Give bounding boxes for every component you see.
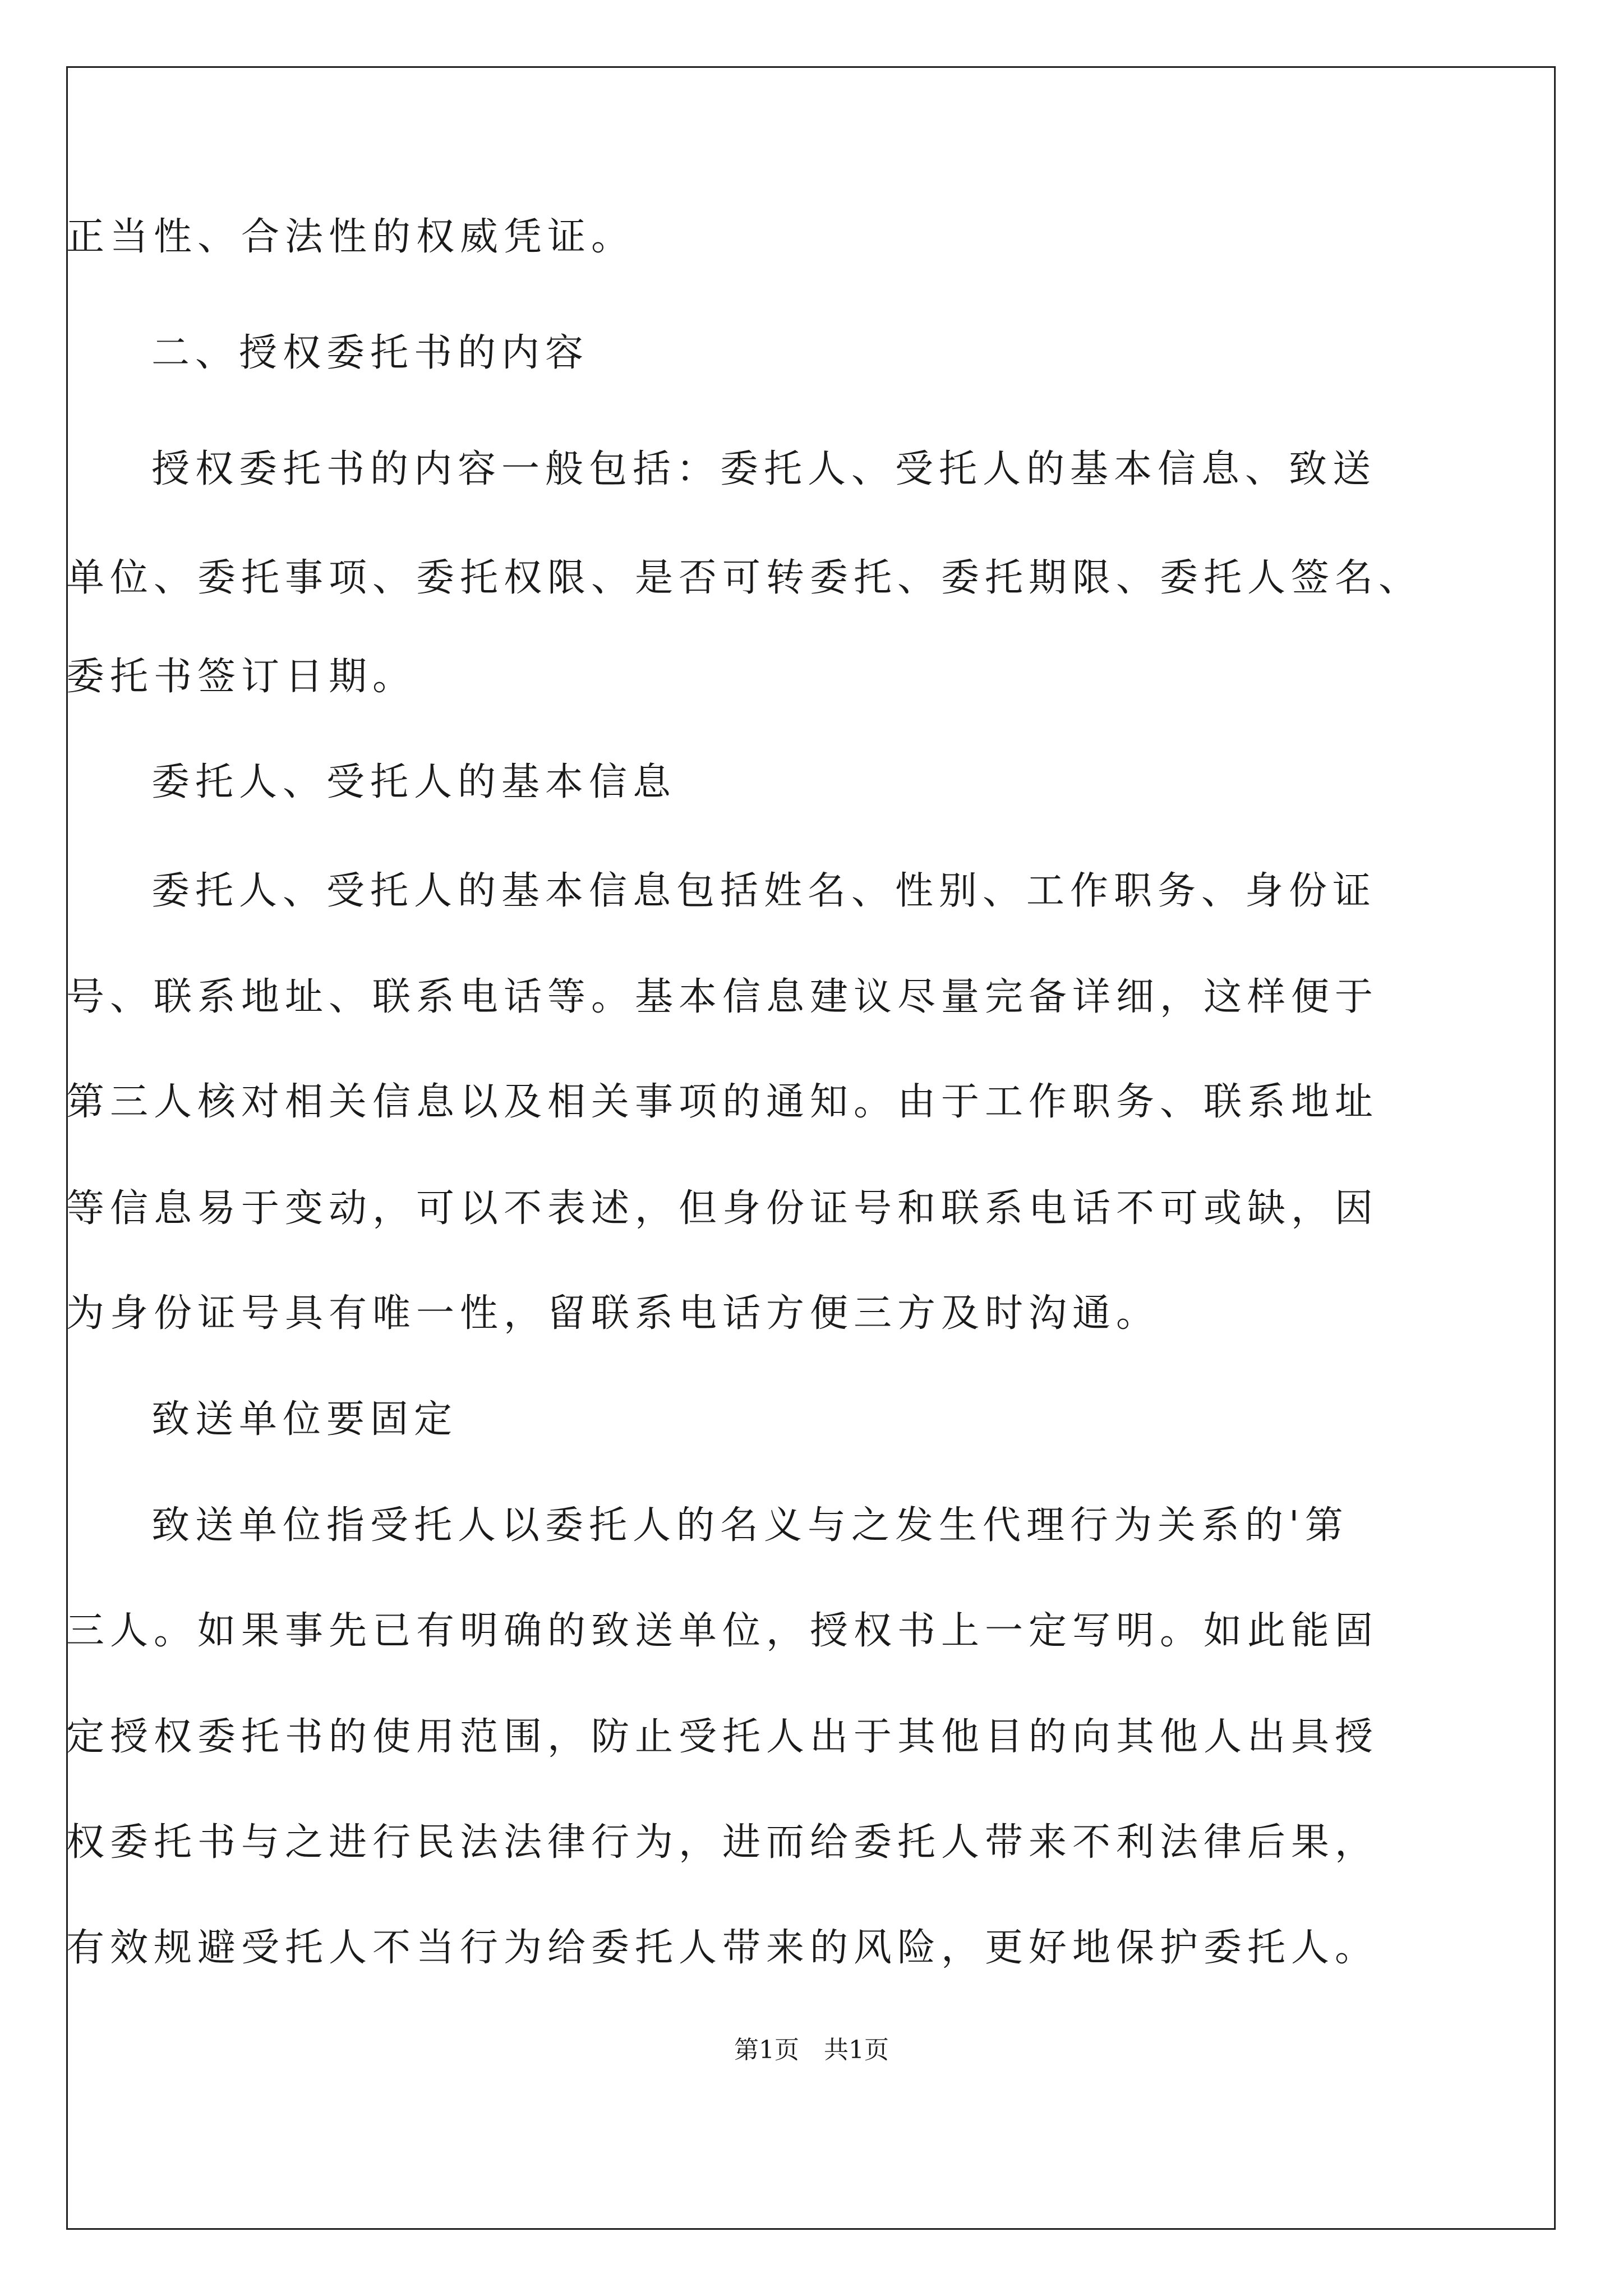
text-line: 定授权委托书的使用范围，防止受托人出于其他目的向其他人出具授 xyxy=(66,1715,1379,1759)
text-line: 委托书签订日期。 xyxy=(66,655,417,699)
text-line: 等信息易于变动，可以不表述，但身份证号和联系电话不可或缺，因 xyxy=(66,1186,1379,1231)
text-line: 单位、委托事项、委托权限、是否可转委托、委托期限、委托人签名、 xyxy=(66,556,1423,600)
text-line: 为身份证号具有唯一性，留联系电话方便三方及时沟通。 xyxy=(66,1291,1160,1336)
text-line: 委托人、受托人的基本信息包括姓名、性别、工作职务、身份证 xyxy=(151,869,1377,913)
subsection-heading: 致送单位要固定 xyxy=(151,1397,458,1442)
text-line: 致送单位指受托人以委托人的名义与之发生代理行为关系的'第 xyxy=(151,1503,1349,1548)
section-heading: 二、授权委托书的内容 xyxy=(151,331,589,375)
text-line: 号、联系地址、联系电话等。基本信息建议尽量完备详细，这样便于 xyxy=(66,975,1379,1019)
text-line: 三人。如果事先已有明确的致送单位，授权书上一定写明。如此能固 xyxy=(66,1609,1379,1653)
text-line: 第三人核对相关信息以及相关事项的通知。由于工作职务、联系地址 xyxy=(66,1080,1379,1124)
page-number: 第1页 xyxy=(734,2036,799,2064)
page-border xyxy=(66,66,1556,2230)
text-line: 有效规避受托人不当行为给委托人带来的风险，更好地保护委托人。 xyxy=(66,1926,1379,1970)
text-line: 正当性、合法性的权威凭证。 xyxy=(66,215,635,259)
page-total: 共1页 xyxy=(824,2036,889,2064)
text-line: 权委托书与之进行民法法律行为，进而给委托人带来不利法律后果， xyxy=(66,1820,1379,1865)
text-line: 授权委托书的内容一般包括：委托人、受托人的基本信息、致送 xyxy=(151,447,1377,491)
subsection-heading: 委托人、受托人的基本信息 xyxy=(151,760,677,804)
page-footer xyxy=(0,2033,1623,2067)
